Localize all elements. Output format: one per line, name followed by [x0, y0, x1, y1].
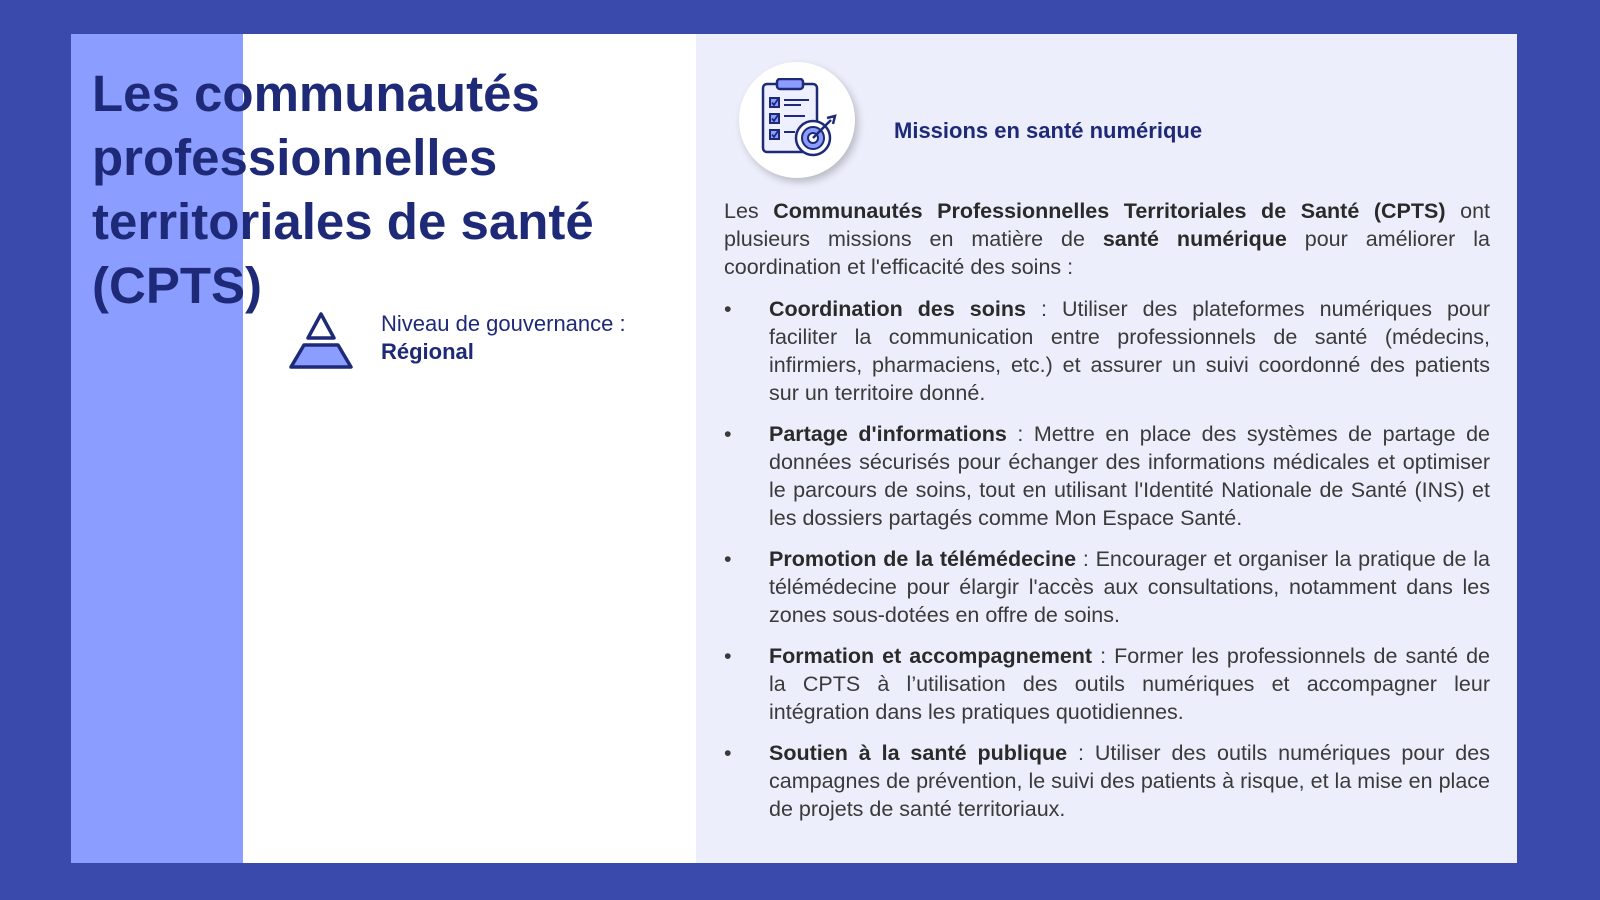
pyramid-icon	[287, 310, 355, 370]
intro-paragraph: Les Communautés Professionnelles Territoriales de Santé (CPTS) ont plusieurs missions en matière de santé numérique pour améliorer la coordination et l'efficacité des soins :	[724, 199, 1491, 279]
mission-name: Coordination des soins	[769, 297, 1026, 321]
bullet: •	[724, 741, 732, 765]
mission-name: Promotion de la télémédecine	[769, 547, 1077, 571]
governance-level	[287, 310, 687, 374]
mission-text: : Utiliser des outils numériques pour des campagnes de prévention, le suivi des patients à risque, et la mise en place de projets de santé territoriaux.	[769, 741, 1490, 821]
mission-name: Formation et accompagnement	[769, 644, 1093, 668]
mission-item	[724, 420, 1490, 532]
governance-text	[381, 310, 626, 366]
governance-label: Niveau de gouvernance :	[381, 311, 626, 336]
governance-value: Régional	[381, 339, 474, 364]
mission-name: Partage d'informations	[769, 422, 1007, 446]
bullet: •	[724, 644, 732, 668]
mission-name: Soutien à la santé publique	[769, 741, 1068, 765]
bullet: •	[724, 547, 732, 571]
mission-item	[724, 642, 1490, 726]
clipboard-target-icon	[761, 78, 837, 160]
section-title: Missions en santé numérique	[894, 118, 1203, 143]
clipboard-target-badge	[739, 62, 855, 178]
mission-text: : Utiliser des plateformes numériques pour faciliter la communication entre professionnels de santé (médecins, infirmiers, pharmaciens, etc.) et assurer un suivi coordonné des patients sur un territoire donné.	[769, 297, 1490, 405]
page-title: Les communautés professionnelles territoriales de santé (CPTS)	[92, 65, 594, 314]
bullet: •	[724, 422, 732, 446]
mission-item	[724, 545, 1490, 629]
bullet: •	[724, 297, 732, 321]
mission-item	[724, 295, 1490, 407]
mission-item	[724, 739, 1490, 823]
mission-text: : Mettre en place des systèmes de partage de données sécurisés pour échanger des informations médicales et optimiser le parcours de soins, tout en utilisant l'Identité Nationale de Santé (INS) et les dossiers partagés comme Mon Espace Santé.	[769, 422, 1490, 530]
slide	[71, 34, 1517, 863]
missions-content	[724, 197, 1490, 836]
mission-text: : Encourager et organiser la pratique de la télémédecine pour élargir l'accès aux consultations, notamment dans les zones sous-dotées en offre de soins.	[769, 547, 1490, 627]
mission-text: : Former les professionnels de santé de la CPTS à l’utilisation des outils numériques et accompagner leur intégration dans les pratiques quotidiennes.	[769, 644, 1491, 724]
